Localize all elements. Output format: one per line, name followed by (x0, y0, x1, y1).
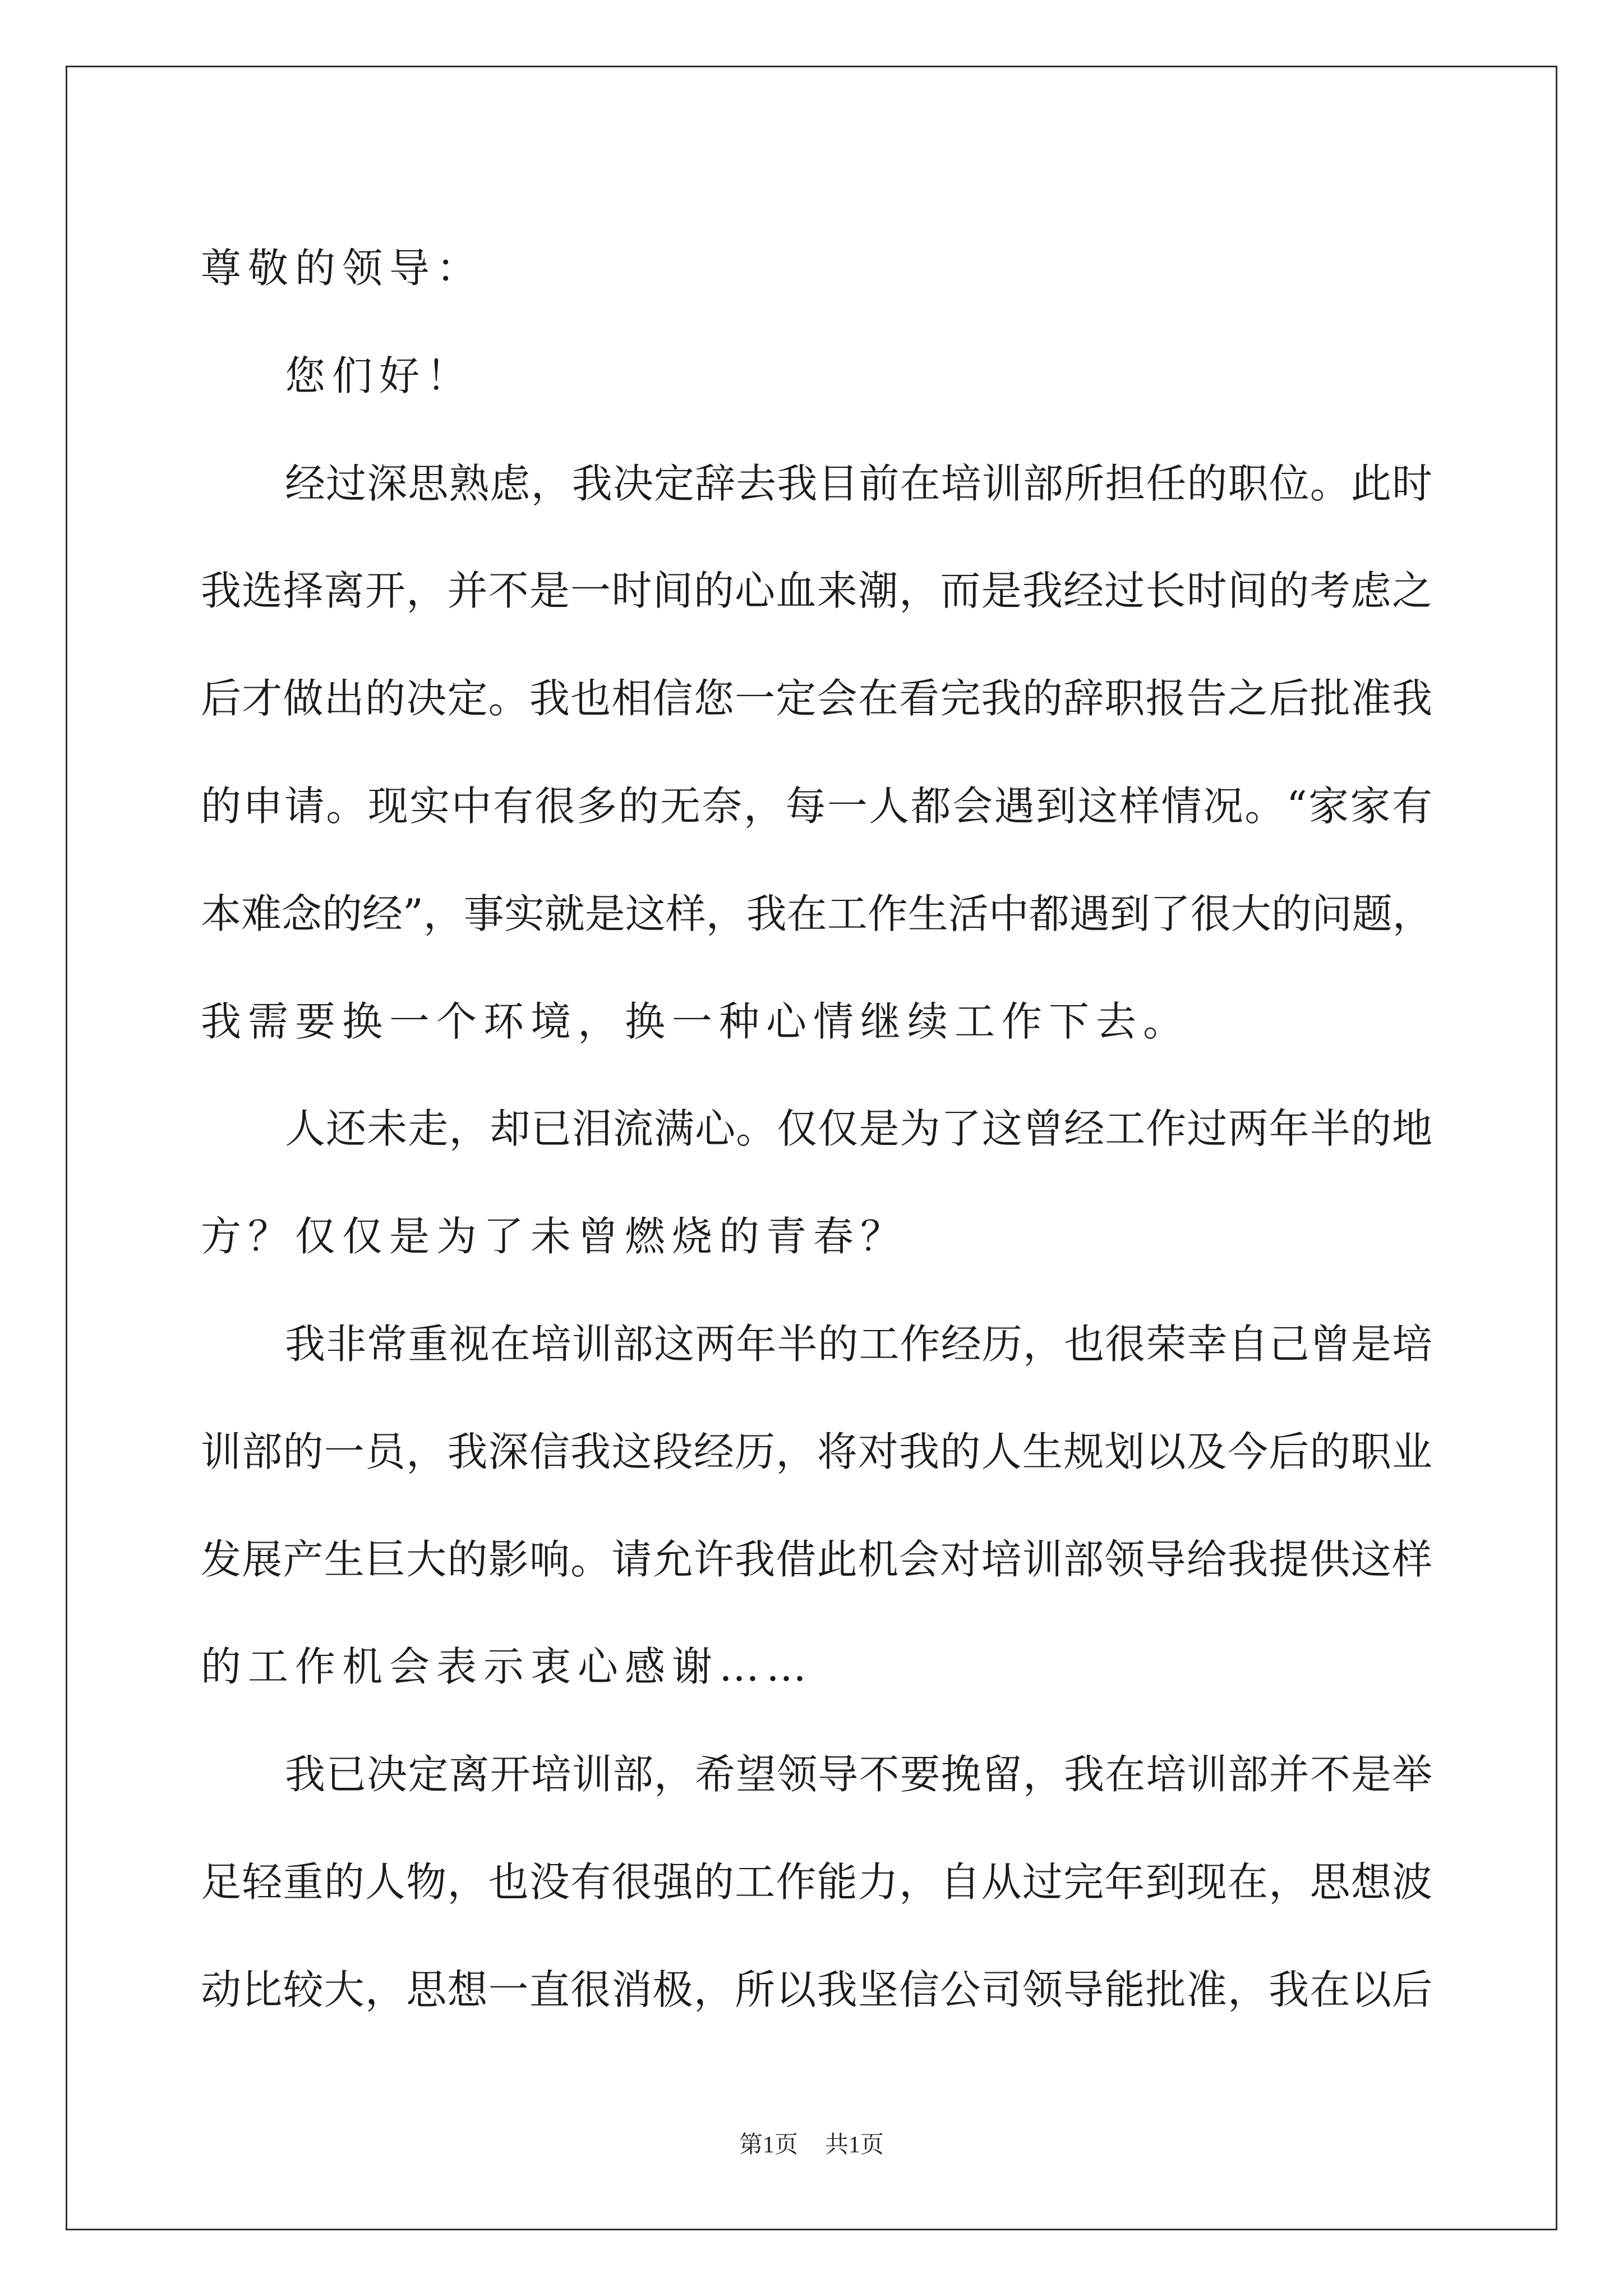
paragraph-line: 后才做出的决定。我也相信您一定会在看完我的辞职报告之后批准我 (201, 675, 1432, 723)
page-number: 第1页 (739, 2132, 798, 2158)
paragraph-line: 足轻重的人物，也没有很强的工作能力，自从过完年到现在，思想波 (201, 1858, 1432, 1906)
paragraph-line: 发展产生巨大的影响。请允许我借此机会对培训部领导给我提供这样 (201, 1535, 1432, 1583)
paragraph-line: 方？仅仅是为了未曾燃烧的青春？ (201, 1213, 908, 1260)
salutation: 尊敬的领导： (201, 245, 484, 292)
page-footer (0, 2126, 1623, 2160)
paragraph-line: 的申请。现实中有很多的无奈，每一人都会遇到这样情况。“家家有 (201, 782, 1432, 830)
paragraph-line: 经过深思熟虑，我决定辞去我目前在培训部所担任的职位。此时 (285, 459, 1432, 507)
paragraph-line: 我非常重视在培训部这两年半的工作经历，也很荣幸自己曾是培 (285, 1320, 1432, 1368)
page-total: 共1页 (825, 2132, 884, 2158)
greeting: 您们好！ (285, 352, 474, 399)
paragraph-line: 我已决定离开培训部，希望领导不要挽留，我在培训部并不是举 (285, 1751, 1432, 1798)
paragraph-line: 训部的一员，我深信我这段经历，将对我的人生规划以及今后的职业 (201, 1428, 1432, 1475)
paragraph-line: 本难念的经”，事实就是这样，我在工作生活中都遇到了很大的问题， (201, 890, 1433, 937)
paragraph-line: 人还未走，却已泪流满心。仅仅是为了这曾经工作过两年半的地 (285, 1105, 1432, 1153)
paragraph-line: 我需要换一个环境，换一种心情继续工作下去。 (201, 997, 1191, 1045)
paragraph-line: 动比较大，思想一直很消极，所以我坚信公司领导能批准，我在以后 (201, 1966, 1432, 2013)
paragraph-line: 的工作机会表示衷心感谢…… (201, 1643, 814, 1691)
paragraph-line: 我选择离开，并不是一时间的心血来潮，而是我经过长时间的考虑之 (201, 567, 1432, 615)
letter-body (201, 215, 1432, 2044)
